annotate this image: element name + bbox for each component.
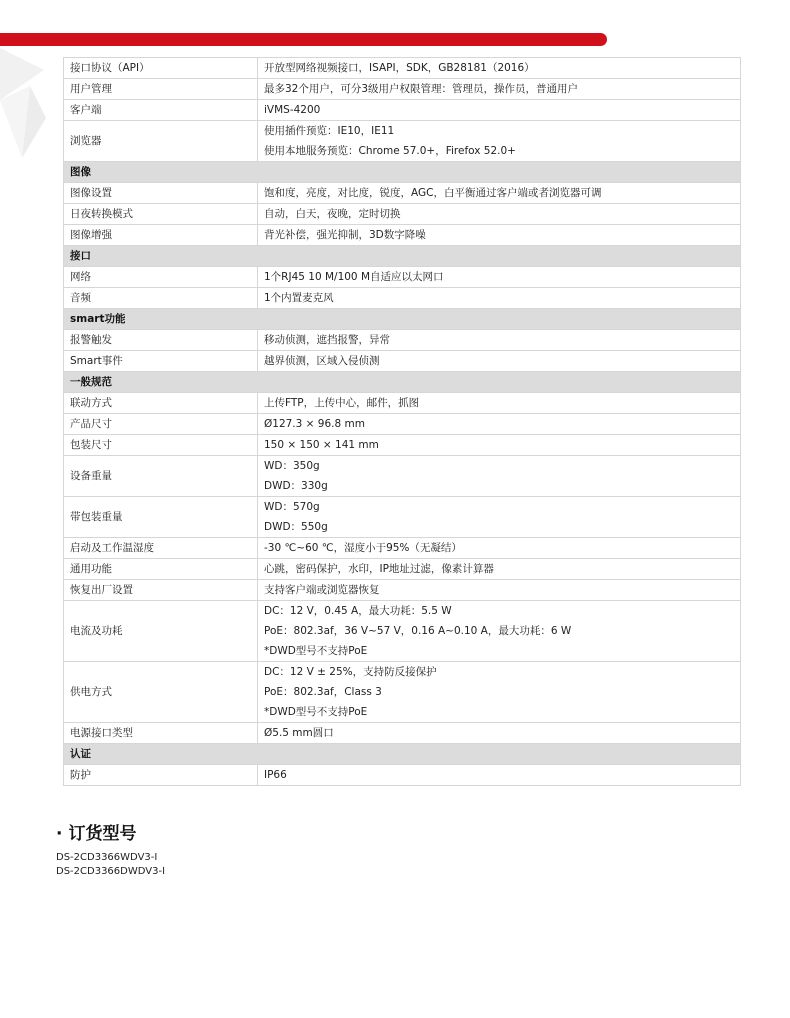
spec-row: [64, 723, 741, 744]
spec-value: WD：350g: [264, 460, 320, 472]
spec-label: 带包装重量: [64, 497, 258, 538]
spec-value: 1个内置麦克风: [264, 292, 334, 304]
spec-label: 产品尺寸: [64, 414, 258, 435]
section-header: [64, 744, 741, 765]
spec-row: [64, 351, 741, 372]
spec-label: 供电方式: [64, 662, 258, 723]
spec-value-cell: [258, 288, 741, 309]
spec-value-cell: [258, 79, 741, 100]
spec-value: WD：570g: [264, 501, 320, 513]
spec-value: PoE：802.3af，Class 3: [264, 686, 382, 698]
section-header: [64, 309, 741, 330]
spec-label: 报警触发: [64, 330, 258, 351]
spec-value-cell: [258, 414, 741, 435]
spec-row: [64, 538, 741, 559]
spec-row: [64, 79, 741, 100]
spec-label: 网络: [64, 267, 258, 288]
section-title: 图像: [64, 162, 741, 183]
spec-value-cell: [258, 538, 741, 559]
spec-label: 客户端: [64, 100, 258, 121]
model-item: DS-2CD3366WDV3-I: [56, 852, 158, 863]
spec-label: 音频: [64, 288, 258, 309]
spec-value-cell: [258, 225, 741, 246]
spec-label: 日夜转换模式: [64, 204, 258, 225]
spec-row: [64, 497, 741, 538]
spec-label: 用户管理: [64, 79, 258, 100]
spec-row: [64, 393, 741, 414]
spec-value: 背光补偿，强光抑制，3D数字降噪: [264, 229, 426, 241]
spec-value-cell: [258, 580, 741, 601]
spec-value: *DWD型号不支持PoE: [264, 706, 368, 718]
bullet-icon: ·: [56, 824, 63, 844]
spec-label: 联动方式: [64, 393, 258, 414]
spec-value-cell: [258, 559, 741, 580]
top-accent-bar: [0, 33, 607, 46]
spec-row: [64, 183, 741, 204]
section-title: 接口: [64, 246, 741, 267]
spec-value-cell: [258, 204, 741, 225]
spec-value: iVMS-4200: [264, 104, 321, 116]
spec-value: -30 ℃~60 ℃，湿度小于95%（无凝结）: [264, 542, 462, 554]
spec-value-cell: [258, 121, 741, 162]
spec-value: 使用插件预览：IE10，IE11: [264, 125, 395, 137]
spec-value: DC：12 V，0.45 A，最大功耗：5.5 W: [264, 605, 452, 617]
decorative-shape-icon: [0, 48, 62, 178]
spec-label: 恢复出厂设置: [64, 580, 258, 601]
spec-row: [64, 121, 741, 162]
model-item: DS-2CD3366DWDV3-I: [56, 866, 166, 877]
spec-row: [64, 288, 741, 309]
spec-label: Smart事件: [64, 351, 258, 372]
spec-value: DC：12 V ± 25%，支持防反接保护: [264, 666, 437, 678]
spec-value: 上传FTP，上传中心，邮件，抓图: [264, 397, 420, 409]
spec-value-cell: [258, 183, 741, 204]
spec-value: 越界侦测，区域入侵侦测: [264, 355, 380, 367]
spec-row: [64, 100, 741, 121]
spec-row: [64, 225, 741, 246]
section-header: [64, 162, 741, 183]
spec-value-cell: [258, 601, 741, 662]
spec-value: 移动侦测，遮挡报警，异常: [264, 334, 390, 346]
spec-label: 图像设置: [64, 183, 258, 204]
spec-value-cell: [258, 351, 741, 372]
spec-label: 设备重量: [64, 456, 258, 497]
spec-row: [64, 456, 741, 497]
spec-value: 使用本地服务预览：Chrome 57.0+，Firefox 52.0+: [264, 145, 516, 157]
spec-value: DWD：550g: [264, 521, 328, 533]
spec-value-cell: [258, 723, 741, 744]
spec-value: 心跳，密码保护，水印，IP地址过滤，像素计算器: [264, 563, 494, 575]
spec-value-cell: [258, 435, 741, 456]
spec-label: 浏览器: [64, 121, 258, 162]
spec-value: Ø127.3 × 96.8 mm: [264, 418, 365, 430]
section-title: smart功能: [64, 309, 741, 330]
spec-value: IP66: [264, 769, 287, 781]
spec-value-cell: [258, 662, 741, 723]
spec-value: *DWD型号不支持PoE: [264, 645, 368, 657]
spec-value-cell: [258, 456, 741, 497]
spec-value-cell: [258, 330, 741, 351]
spec-row: [64, 601, 741, 662]
section-header: [64, 246, 741, 267]
spec-value-cell: [258, 765, 741, 786]
spec-label: 启动及工作温湿度: [64, 538, 258, 559]
spec-row: [64, 435, 741, 456]
spec-value: 支持客户端或浏览器恢复: [264, 584, 380, 596]
section-title: 一般规范: [64, 372, 741, 393]
spec-label: 电流及功耗: [64, 601, 258, 662]
spec-row: [64, 204, 741, 225]
spec-value: 开放型网络视频接口，ISAPI，SDK，GB28181（2016）: [264, 62, 535, 74]
spec-label: 电源接口类型: [64, 723, 258, 744]
spec-row: [64, 267, 741, 288]
spec-row: [64, 662, 741, 723]
spec-label: 接口协议（API）: [64, 58, 258, 79]
spec-value-cell: [258, 497, 741, 538]
spec-row: [64, 58, 741, 79]
spec-label: 包装尺寸: [64, 435, 258, 456]
section-title: 认证: [64, 744, 741, 765]
spec-value-cell: [258, 393, 741, 414]
spec-label: 通用功能: [64, 559, 258, 580]
order-title-text: 订货型号: [68, 824, 137, 844]
spec-row: [64, 580, 741, 601]
spec-value: 饱和度，亮度，对比度，锐度，AGC，白平衡通过客户端或者浏览器可调: [264, 187, 602, 199]
spec-row: [64, 330, 741, 351]
spec-table: [63, 57, 741, 786]
spec-value: 最多32个用户，可分3级用户权限管理：管理员，操作员，普通用户: [264, 83, 579, 95]
order-section-title: [56, 819, 136, 844]
spec-row: [64, 765, 741, 786]
spec-value: 150 × 150 × 141 mm: [264, 439, 379, 451]
spec-value: PoE：802.3af，36 V~57 V，0.16 A~0.10 A，最大功耗：6 W: [264, 625, 572, 637]
spec-label: 图像增强: [64, 225, 258, 246]
spec-value: Ø5.5 mm圆口: [264, 727, 334, 739]
spec-value-cell: [258, 58, 741, 79]
spec-value-cell: [258, 100, 741, 121]
spec-label: 防护: [64, 765, 258, 786]
spec-value-cell: [258, 267, 741, 288]
model-list: [56, 851, 165, 879]
spec-value: 1个RJ45 10 M/100 M自适应以太网口: [264, 271, 444, 283]
spec-row: [64, 559, 741, 580]
spec-row: [64, 414, 741, 435]
section-header: [64, 372, 741, 393]
spec-value: DWD：330g: [264, 480, 328, 492]
spec-value: 自动，白天，夜晚，定时切换: [264, 208, 401, 220]
